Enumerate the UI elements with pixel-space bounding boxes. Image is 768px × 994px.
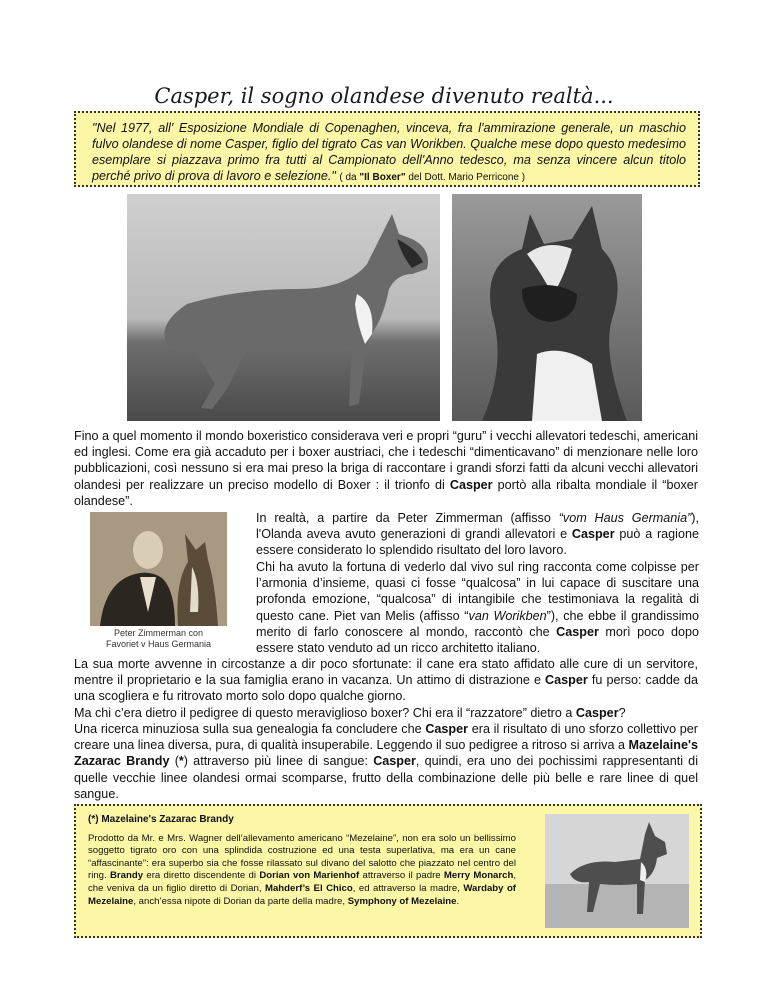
- note-box: [74, 804, 702, 938]
- paragraph-5: Ma chi c’era dietro il pedigree di questo meraviglioso boxer? Chi era il “razzatore” dietro a Casper?: [74, 706, 626, 720]
- photo-zimmerman: [90, 512, 227, 626]
- photo-casper-head: [452, 194, 642, 421]
- page-title: Casper, il sogno olandese divenuto realtà...: [154, 84, 614, 108]
- paragraph-3: Chi ha avuto la fortuna di vederlo dal vivo sul ring racconta come colpisse per l’armonia d’insieme, quasi ci fosse “qualcosa” in lui capace di suscitare una profonda emozione, “qualcosa” di intangibile che testimoniava la regalità di questo cane. Piet van Melis (affisso “van Worikben”), che ebbe il grandissimo merito di farlo conoscere al mondo, raccontò che Casper morì poco dopo essere stato venduto ad un ricco architetto italiano.: [256, 560, 699, 656]
- note-text: (*) Mazelaine's Zazarac Brandy Prodotto da Mr. e Mrs. Wagner dell’allevamento americano “Mezelaine”, non era solo un bellissimo soggetto tigrato oro con una splindida costruzione ed una testa superlativa, ma era un cane “affascinante”: era superbo sia che fosse rilassato sul divano del salotto che piazzato nel centro del ring. Brandy era diretto discendente di Dorian von Marienhof attraverso il padre Merry Monarch, che veniva da un figlio diretto di Dorian, Mahderf’s El Chico, ed attraverso la madre, Wardaby of Mezelaine, anch’essa nipote di Dorian da parte della madre, Symphony of Mezelaine.: [88, 814, 516, 907]
- paragraph-1: Fino a quel momento il mondo boxeristico considerava veri e propri “guru” i vecchi allevatori tedeschi, americani ed inglesi. Come era già accaduto per i boxer austriaci, che i tedeschi “dimenticavano” di menzionare nelle loro pubblicazioni, così nessuno si era mai preso la briga di raccontare i grandi sforzi fatti da alcuni vecchi allevatori olandesi per realizzare un preciso modello di Boxer : il trionfo di Casper portò alla ribalta mondiale il “boxer olandese”.: [74, 429, 698, 508]
- quote-box: [74, 111, 700, 187]
- paragraph-2: In realtà, a partire da Peter Zimmerman (affisso “vom Haus Germania”), l'Olanda aveva avuto generazioni di grandi allevatori e Casper può a ragione essere considerato lo splendido risultato del loro lavoro.: [256, 511, 699, 558]
- paragraph-6: Una ricerca minuziosa sulla sua genealogia fa concludere che Casper era il risultato di uno sforzo collettivo per creare una linea diversa, pura, di qualità insuperabile. Leggendo il suo pedigree a ritroso si arriva a Mazelaine's Zazarac Brandy (*) attraverso più linee di sangue: Casper, quindi, era uno dei pochissimi rappresentanti di quelle vecchie linee olandesi ormai scomparse, frutto della combinazione delle più belle e rare linee di quel sangue.: [74, 722, 698, 801]
- quote-source: ( da "Il Boxer" del Dott. Mario Perricone ): [339, 172, 526, 183]
- paragraph-4: La sua morte avvenne in circostanze a dir poco sfortunate: il cane era stato affidato alle cure di un servitore, mentre il proprietario e la sua famiglia erano in vacanza. Un attimo di distrazione e Casper fu perso: cadde da una scogliera e fu ritrovato morto solo dopo qualche giorno.: [74, 657, 698, 704]
- caption-zimmerman: Peter Zimmerman con Favoriet v Haus Germania: [105, 628, 212, 649]
- photo-zazarac-brandy: [545, 814, 689, 928]
- photo-casper-standing: [127, 194, 440, 421]
- note-title: (*) Mazelaine's Zazarac Brandy: [88, 814, 234, 825]
- quote-text: "Nel 1977, all' Esposizione Mondiale di Copenaghen, vinceva, fra l'ammirazione generale, un maschio fulvo olandese di nome Casper, figlio del tigrato Cas van Worikben. Qualche mese dopo questo medesimo esemplare si piazzava primo fra tutti al Campionato dell'Anno tedesco, ma senza vincere alcun titolo perché privo di prova di lavoro e selezione.": [92, 121, 686, 183]
